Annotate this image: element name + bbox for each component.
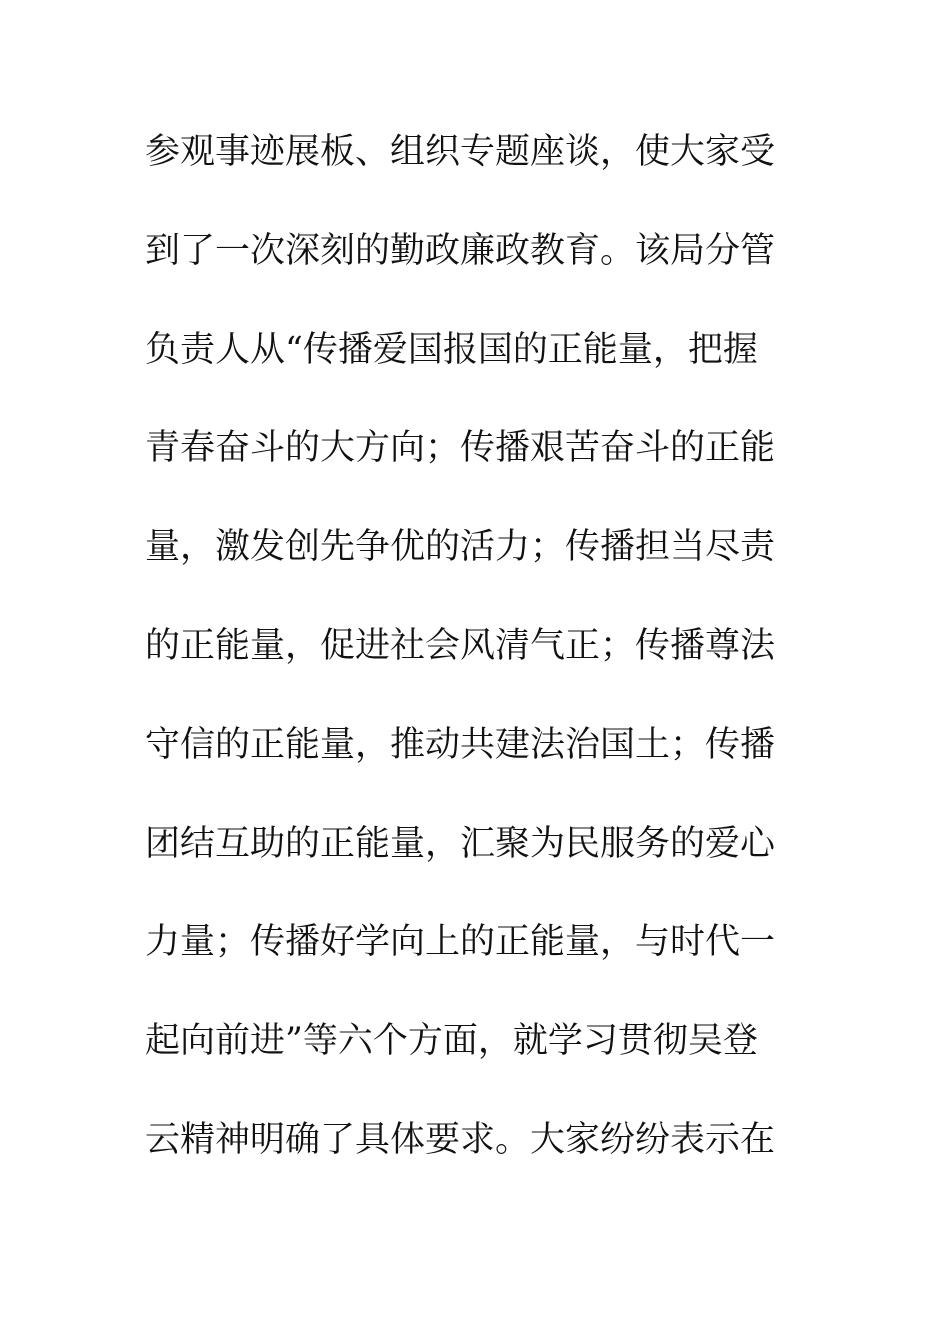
text-line: 量，激发创先争优的活力；传播担当尽责 <box>145 527 776 568</box>
text-line: 云精神明确了具体要求。大家纷纷表示在 <box>145 1119 776 1160</box>
text-line: 参观事迹展板、组织专题座谈，使大家受 <box>145 132 776 172</box>
text-line: 到了一次深刻的勤政廉政教育。该局分管 <box>145 230 776 271</box>
body-paragraph <box>145 126 785 1213</box>
text-line: 力量；传播好学向上的正能量，与时代一 <box>145 922 776 963</box>
text-line: 青春奋斗的大方向；传播艰苦奋斗的正能 <box>145 428 776 469</box>
text-line: 守信的正能量，推动共建法治国土；传播 <box>145 724 776 765</box>
text-line: 的正能量，促进社会风清气正；传播尊法 <box>145 625 776 666</box>
text-line: 起向前进”等六个方面，就学习贯彻吴登 <box>145 1021 758 1062</box>
text-line: 负责人从“传播爱国报国的正能量，把握 <box>145 329 758 370</box>
text-line: 团结互助的正能量，汇聚为民服务的爱心 <box>145 823 776 864</box>
